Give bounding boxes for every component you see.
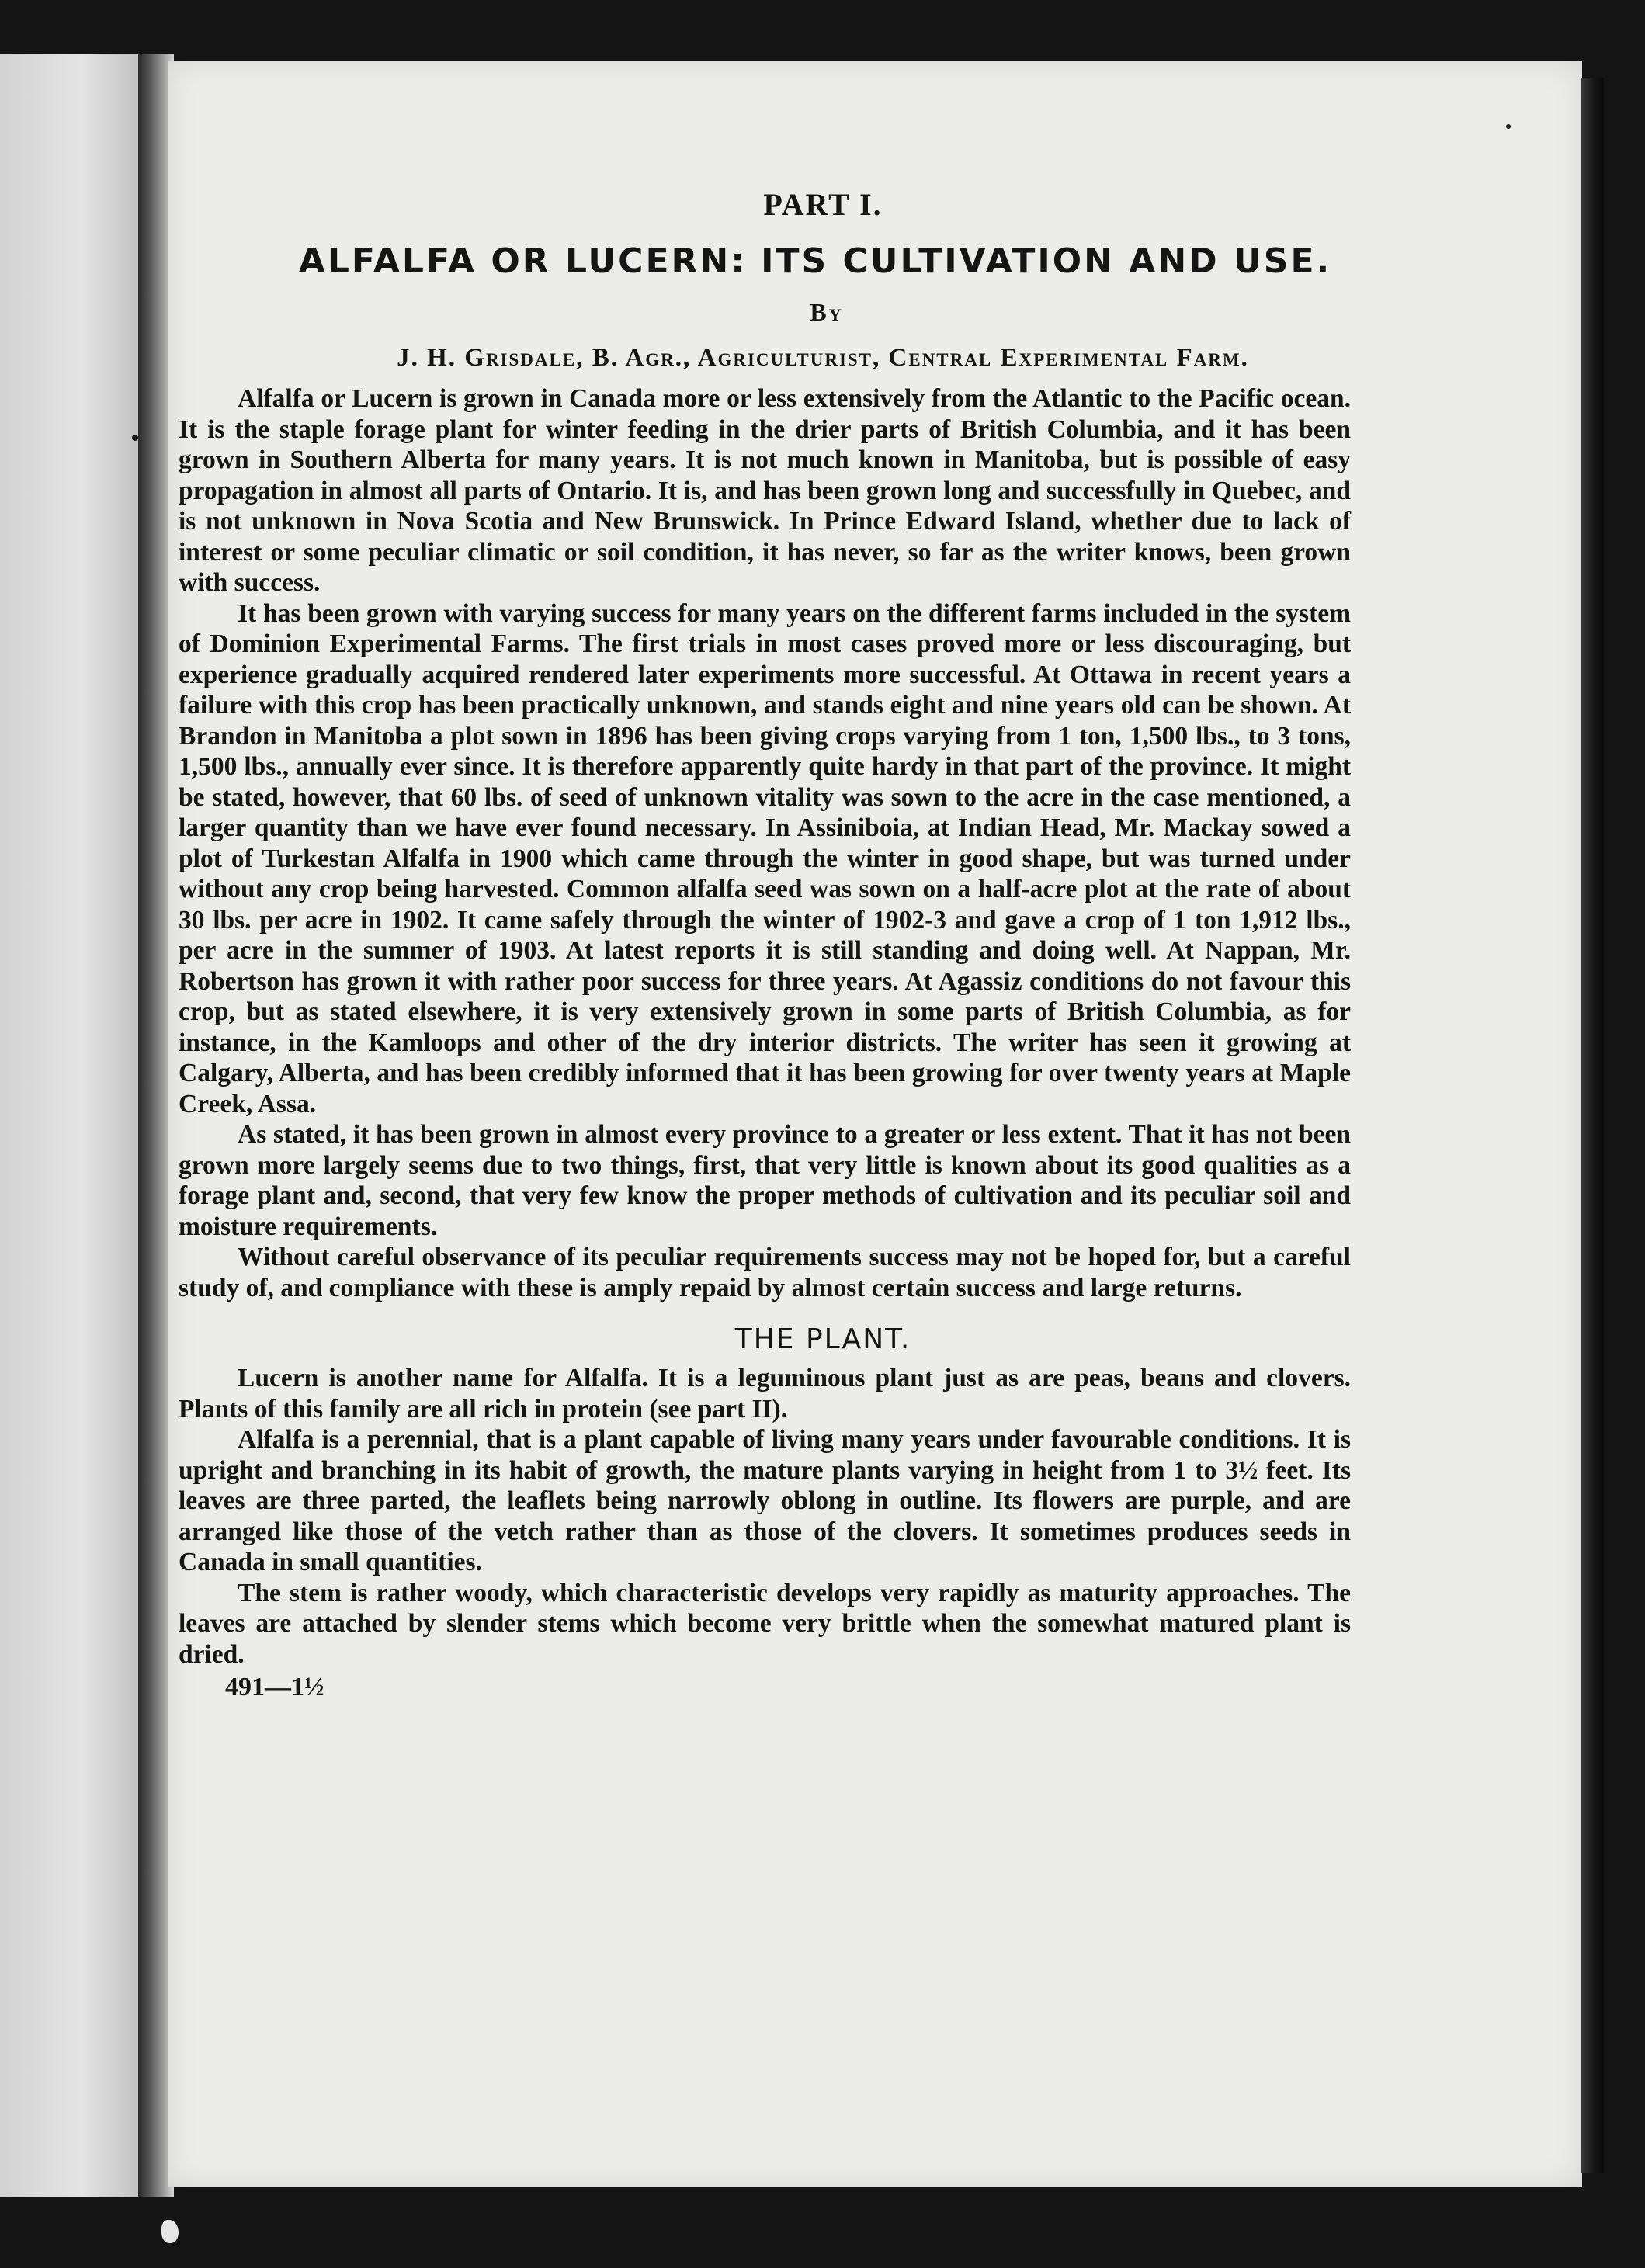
- left-book-leaf: [0, 54, 147, 2197]
- intro-paragraph: Without careful observance of its peculiar requirements success may not be hoped for, but a careful study of, and compliance with these is amply repaid by almost certain success and large returns.: [179, 1243, 1351, 1302]
- page-content: [179, 186, 1351, 1702]
- plant-paragraph: Lucern is another name for Alfalfa. It is a leguminous plant just as are peas, beans and clovers. Plants of this family are all rich in protein (see part II).: [179, 1364, 1351, 1424]
- scan-speck: [161, 2220, 179, 2243]
- printer-signature-mark: 491—1½: [225, 1673, 324, 1701]
- intro-paragraph: Alfalfa or Lucern is grown in Canada more or less extensively from the Atlantic to the Pacific ocean. It is the staple forage plant for winter feeding in the drier parts of British Columbia, and it has been grown in Southern Alberta for many years. It is not much known in Manitoba, but is possible of easy propagation in almost all parts of Ontario. It is, and has been grown long and successfully in Quebec, and is not unknown in Nova Scotia and New Brunswick. In Prince Edward Island, whether due to lack of interest or some peculiar climatic or soil condition, it has never, so far as the writer knows, been grown with success.: [179, 384, 1351, 597]
- intro-paragraph: As stated, it has been grown in almost every province to a greater or less extent. That it has not been grown more largely seems due to two things, first, that very little is known about its good qualities as a forage plant and, second, that very few know the proper methods of cultivation and its peculiar soil and moisture requirements.: [179, 1120, 1351, 1241]
- plant-paragraph: The stem is rather woody, which characteristic develops very rapidly as maturity approaches. The leaves are attached by slender stems which become very brittle when the somewhat matured plant is dried.: [179, 1578, 1351, 1669]
- plant-paragraph: Alfalfa is a perennial, that is a plant capable of living many years under favourable conditions. It is upright and branching in its habit of growth, the mature plants varying in height from 1 to 3½ feet. Its leaves are three parted, the leaflets being narrowly oblong in outline. Its flowers are purple, and are arranged like those of the vetch rather than as those of the clovers. It sometimes produces seeds in Canada in small quantities.: [179, 1425, 1351, 1576]
- byline: By: [810, 298, 844, 326]
- section-heading: THE PLANT.: [734, 1323, 911, 1355]
- scan-speck: [1506, 124, 1511, 129]
- part-heading: PART I.: [763, 187, 883, 222]
- page-edge: [1581, 78, 1604, 2173]
- article-title: ALFALFA OR LUCERN: ITS CULTIVATION AND USE.: [298, 241, 1332, 281]
- scan-speck: [132, 435, 138, 441]
- intro-paragraph: It has been grown with varying success for many years on the different farms included in the system of Dominion Experimental Farms. The first trials in most cases proved more or less discouraging, but experience gradually acquired rendered later experiments more successful. At Ottawa in recent years a failure with this crop has been practically unknown, and stands eight and nine years old can be shown. At Brandon in Manitoba a plot sown in 1896 has been giving crops varying from 1 ton, 1,500 lbs., to 3 tons, 1,500 lbs., annually ever since. It is therefore apparently quite hardy in that part of the province. It might be stated, however, that 60 lbs. of seed of unknown vitality was sown to the acre in the case mentioned, a larger quantity than we have ever found necessary. In Assiniboia, at Indian Head, Mr. Mackay sowed a plot of Turkestan Alfalfa in 1900 which came through the winter in good shape, but was turned under without any crop being harvested. Common alfalfa seed was sown on a half-acre plot at the rate of about 30 lbs. per acre in 1902. It came safely through the winter of 1902-3 and gave a crop of 1 ton 1,912 lbs., per acre in the summer of 1903. At latest reports it is still standing and doing well. At Nappan, Mr. Robertson has grown it with rather poor success for three years. At Agassiz conditions do not favour this crop, but as stated elsewhere, it is very extensively grown in some parts of British Columbia, as for instance, in the Kamloops and other of the dry interior districts. The writer has seen it growing at Calgary, Alberta, and has been credibly informed that it has been growing for over twenty years at Maple Creek, Assa.: [179, 598, 1351, 1118]
- author-line: J. H. Grisdale, B. Agr., Agriculturist, Central Experimental Farm.: [397, 344, 1249, 372]
